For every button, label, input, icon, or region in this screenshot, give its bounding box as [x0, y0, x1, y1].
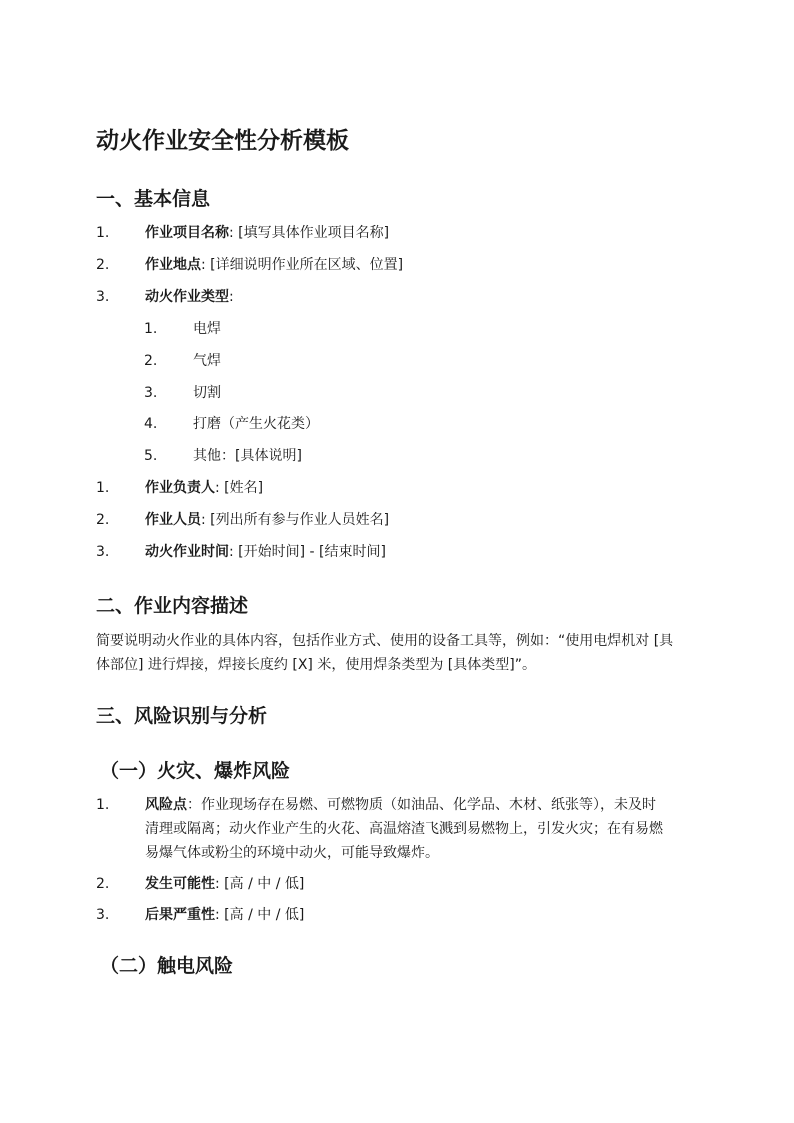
document-page: 动火作业安全性分析模板 一、基本信息 1. 作业项目名称: [填写具体作业项目名称] 2. 作业地点: [详细说明作业所在区域、位置] 3. 动火作业类型: 1. 电焊 2. 气焊 3. 切割 4. 打磨（产生火花类） 5. 其他：[具体说明] 1. 作业负责人: [姓名] 2. 作业人员: [列出所有参与作业人员姓名] 3. 动火作业时间: [开始时间] - [结束时间] 二、作业内容描述 简要说明动火作业的具体内容，包括作业方式、使用的设备工具等，例如：“使用电焊机对 [具 体部位] 进行焊接，焊接长度约 [X] 米，使用焊条类型为 [具体类型]”。 三、风险识别与分析 （一）火灾、爆炸风险 1. 风险点：作业现场存在易燃、可燃物质（如油品、化学品、木材、纸张等），未及时 清理或隔离；动火作业产生的火花、高温熔渣飞溅到易燃物上，引发火灾；在有易燃 易爆气体或粉尘的环境中动火，可能导致爆炸。 2. 发生可能性: [高 / 中 / 低] 3. 后果严重性: [高 / 中 / 低] （二）触电风险 [0, 0, 794, 1123]
description-paragraph: 简要说明动火作业的具体内容，包括作业方式、使用的设备工具等，例如：“使用电焊机对 [具 体部位] 进行焊接，焊接长度约 [X] 米，使用焊条类型为 [具体类型]”。 [96, 633, 674, 673]
section-work-description-heading: 二、作业内容描述 [96, 595, 249, 617]
risk-point-text: 风险点：作业现场存在易燃、可燃物质（如油品、化学品、木材、纸张等），未及时 清理或隔离；动火作业产生的火花、高温熔渣飞溅到易燃物上，引发火灾；在有易燃 易爆气体或粉尘的环境中动火，可能导致爆炸。 [145, 797, 663, 861]
section-risk-analysis-heading: 三、风险识别与分析 [96, 705, 268, 727]
subsection-fire-explosion-heading: （一）火灾、爆炸风险 [100, 760, 291, 782]
section-basic-info-heading: 一、基本信息 [96, 188, 211, 210]
document-title: 动火作业安全性分析模板 [96, 128, 349, 154]
subsection-electric-shock-heading: （二）触电风险 [100, 955, 234, 977]
